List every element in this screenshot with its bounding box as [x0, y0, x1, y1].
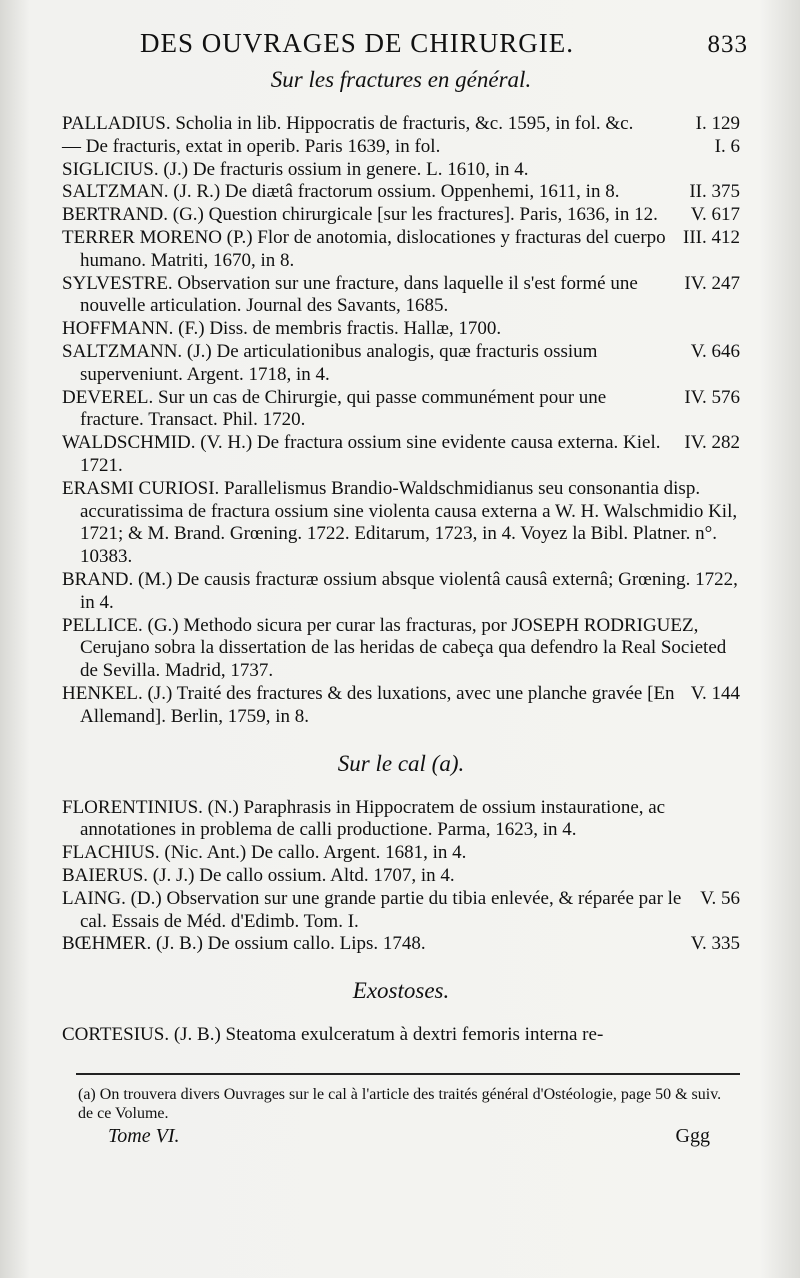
volume-reference: V. 617	[690, 204, 740, 226]
page-number: 833	[707, 31, 748, 58]
entry-text: BERTRAND. (G.) Question chirurgicale [sur les fractures]. Paris, 1636, in 12.	[62, 204, 658, 226]
bibliography-entry	[62, 181, 740, 204]
cal-entry-list	[62, 797, 740, 957]
entry-text: SIGLICIUS. (J.) De fracturis ossium in genere. L. 1610, in 4.	[62, 158, 529, 180]
bibliography-entry	[62, 204, 740, 227]
footnote-divider	[76, 1073, 740, 1075]
section-title-fractures: Sur les fractures en général.	[270, 67, 532, 92]
bibliography-entry	[62, 273, 740, 319]
volume-reference: I. 6	[714, 135, 740, 157]
volume-reference: IV. 576	[684, 386, 740, 408]
entry-text: ERASMI CURIOSI. Parallelismus Brandio-Waldschmidianus seu consonantia disp. accuratissima de fractura ossium sine violenta causa externa a W. H. Walschmidio Kil, 1721; & M. Brand. Grœning. 1722. Editarum, 1723, in 4. Voyez la Bibl. Platner. n°. 10383.	[62, 477, 738, 568]
bibliography-entry	[62, 933, 740, 956]
entry-text: FLORENTINIUS. (N.) Paraphrasis in Hippocratem de ossium instaurationе, ac annotationes in problema de calli productione. Parma, 1623, in 4.	[62, 796, 666, 841]
entry-text: HENKEL. (J.) Traité des fractures & des luxations, avec une planche gravée [En Allemand]. Berlin, 1759, in 8.	[62, 682, 675, 727]
bibliography-entry	[62, 227, 740, 273]
entry-text: PELLICE. (G.) Methodo sicura per curar las fracturas, por JOSEPH RODRIGUEZ, Cerujano sobra la dissertation de las heridas de cabeça qua defendro la Real Societed de Sevilla. Madrid, 1737.	[62, 614, 727, 682]
tome-label: Tome VI.	[108, 1124, 180, 1147]
entry-text: — De fracturis, extat in operib. Paris 1639, in fol.	[62, 135, 441, 157]
entry-text: FLACHIUS. (Nic. Ant.) De callo. Argent. 1681, in 4.	[62, 842, 467, 864]
entry-text: WALDSCHMID. (V. H.) De fractura ossium sine evidente causa externa. Kiel. 1721.	[62, 432, 661, 476]
bibliography-entry	[62, 318, 740, 341]
exostoses-entry-list	[62, 1024, 740, 1047]
entry-text: SYLVESTRE. Observation sur une fracture, dans laquelle il s'est formé une nouvelle articulation. Journal des Savants, 1685.	[62, 272, 638, 317]
volume-reference: V. 335	[690, 933, 740, 955]
entry-text: BAIERUS. (J. J.) De callo ossium. Altd. 1707, in 4.	[62, 864, 455, 886]
volume-reference: IV. 282	[684, 432, 740, 454]
entry-text: LAING. (D.) Observation sur une grande partie du tibia enlevée, & réparée par le cal. Essais de Méd. d'Edimb. Tom. I.	[62, 887, 682, 932]
entry-text: SALTZMANN. (J.) De articulationibus analogis, quæ fracturis ossium superveniunt. Argent. 1718, in 4.	[62, 340, 598, 385]
section-title-exostoses: Exostoses.	[352, 978, 450, 1004]
volume-reference: II. 375	[689, 181, 740, 203]
signature-mark: Ggg	[675, 1124, 710, 1147]
running-head-title: DES OUVRAGES DE CHIRURGIE.	[140, 28, 575, 58]
bibliography-entry	[62, 683, 740, 729]
footnote: (a) On trouvera divers Ouvrages sur le cal à l'article des traités général d'Ostéologie, page 50 & suiv. de ce Volume.	[78, 1085, 722, 1122]
entry-text: BŒHMER. (J. B.) De ossium callo. Lips. 1748.	[62, 933, 426, 955]
bibliography-entry	[62, 341, 740, 387]
entry-text: PALLADIUS. Scholia in lib. Hippocratis de fracturis, &c. 1595, in fol. &c.	[62, 113, 634, 134]
bibliography-entry	[62, 136, 740, 159]
bibliography-entry	[62, 797, 740, 843]
bibliography-entry	[62, 1024, 740, 1047]
bibliography-entry	[62, 842, 740, 865]
bibliography-entry	[62, 888, 740, 934]
bibliography-entry	[62, 569, 740, 615]
entry-text: HOFFMANN. (F.) Diss. de membris fractis. Hallæ, 1700.	[62, 318, 502, 340]
volume-reference: V. 646	[690, 340, 740, 362]
bibliography-entry	[62, 113, 740, 136]
entry-text: TERRER MORENO (P.) Flor de anotomia, dislocationes y fracturas del cuerpo humano. Matriti, 1670, in 8.	[62, 226, 666, 271]
volume-reference: III. 412	[683, 226, 740, 248]
volume-reference: V. 144	[690, 682, 740, 704]
page-footer	[62, 1125, 740, 1148]
bibliography-entry	[62, 865, 740, 888]
bibliography-entry	[62, 159, 740, 182]
running-head	[140, 28, 748, 59]
volume-reference: V. 56	[700, 887, 740, 909]
volume-reference: IV. 247	[684, 272, 740, 294]
bibliography-entry	[62, 478, 740, 569]
entry-text: DEVEREL. Sur un cas de Chirurgie, qui passe communément pour une fracture. Transact. Phil. 1720.	[62, 386, 607, 431]
bibliography-entry	[62, 432, 740, 478]
bibliography-entry	[62, 615, 740, 683]
fractures-entry-list	[62, 113, 740, 729]
entry-text: BRAND. (M.) De causis fracturæ ossium absque violentâ causâ externâ; Grœning. 1722, in 4.	[62, 568, 738, 613]
entry-text: CORTESIUS. (J. B.) Steatoma exulceratum à dextri femoris interna re-	[62, 1024, 604, 1046]
volume-reference: I. 129	[695, 113, 740, 134]
section-title-cal: Sur le cal (a).	[337, 750, 465, 776]
bibliography-entry	[62, 387, 740, 433]
entry-text: SALTZMAN. (J. R.) De diætâ fractorum ossium. Oppenhemi, 1611, in 8.	[62, 181, 620, 203]
